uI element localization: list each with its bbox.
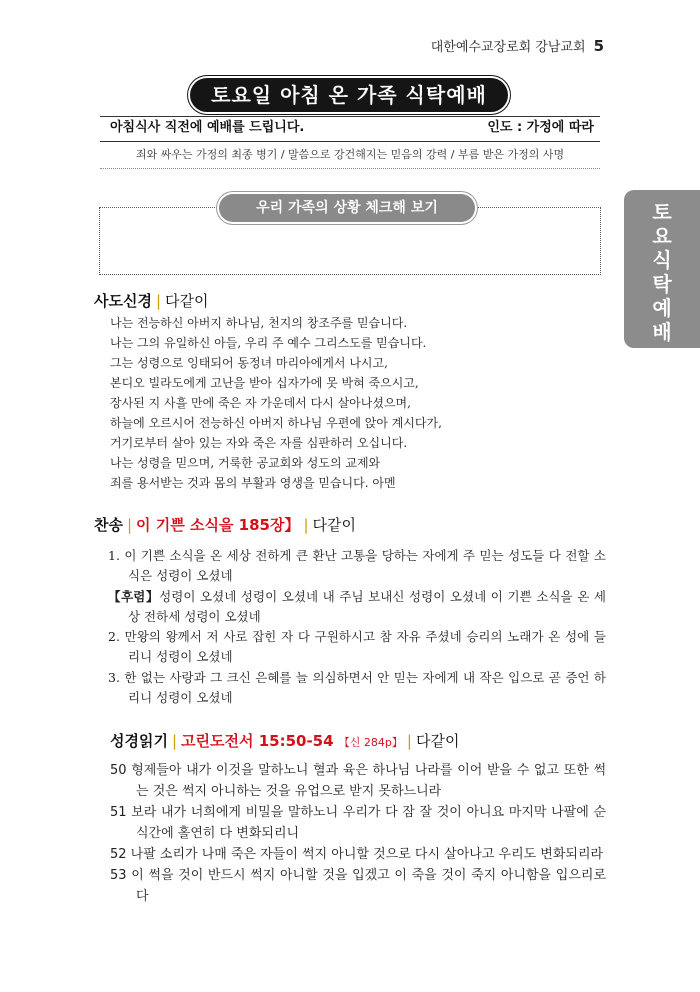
hymn-title: 찬송 (94, 516, 123, 534)
reading-ref: 고린도전서 15:50-54 (181, 732, 334, 750)
bible-verse: 51 보라 내가 너희에게 비밀을 말하노니 우리가 다 잠 잘 것이 아니요 마지막 나팔에 순식간에 홀연히 다 변화되리니 (110, 805, 606, 841)
hymn-song: 이 기쁜 소식을 185장】 (136, 516, 300, 534)
reading-page: 【신 284p】 (338, 736, 403, 749)
creed-title: 사도신경 (94, 292, 152, 310)
creed-text (110, 313, 442, 493)
creed-line: 하늘에 오르시어 전능하신 아버지 하나님 우편에 앉아 계시다가, (110, 416, 442, 430)
side-tab-char: 배 (652, 320, 672, 344)
reading-heading: 성경읽기 | 고린도전서 15:50-54 【신 284p】 | 다같이 (110, 732, 460, 750)
hymn-mode: 다같이 (312, 516, 357, 534)
refrain-label: 【후렴】 (108, 589, 160, 604)
themes-line: 죄와 싸우는 가정의 최종 병기 / 말씀으로 강건해지는 믿음의 강력 / 부름 받은 가정의 사명 (135, 148, 565, 161)
check-title: 우리 가족의 상황 체크해 보기 (219, 194, 475, 222)
side-tab-char: 탁 (652, 272, 672, 296)
side-tab (624, 190, 700, 348)
intro-left: 아침식사 직전에 예배를 드립니다. (110, 120, 305, 135)
creed-line: 나는 그의 유일하신 아들, 우리 주 예수 그리스도를 믿습니다. (110, 336, 427, 350)
creed-line: 나는 성령을 믿으며, 거룩한 공교회와 성도의 교제와 (110, 456, 381, 470)
bible-verse: 52 나팔 소리가 나매 죽은 자들이 썩지 아니할 것으로 다시 살아나고 우리도 변화되리라 (110, 847, 604, 862)
church-name: 대한예수교장로회 강남교회 (430, 40, 586, 55)
divider (100, 168, 600, 169)
reading-title: 성경읽기 (110, 732, 168, 750)
side-tab-char: 식 (652, 248, 672, 272)
hymn-refrain (108, 587, 606, 627)
creed-line: 본디오 빌라도에게 고난을 받아 십자가에 못 박혀 죽으시고, (110, 376, 419, 390)
creed-line: 장사된 지 사흘 만에 죽은 자 가운데서 다시 살아나셨으며, (110, 396, 411, 410)
reading-mode: 다같이 (415, 732, 460, 750)
bible-verse: 50 형제들아 내가 이것을 말하노니 혈과 육은 하나님 나라를 이어 받을 수 없고 또한 썩는 것은 썩지 아니하는 것을 유업으로 받지 못하느니라 (110, 763, 606, 799)
hymn-verse: 1. 이 기쁜 소식을 온 세상 전하게 큰 환난 고통을 당하는 자에게 주 믿는 성도들 다 전할 소식은 성령이 오셨네 (108, 548, 606, 583)
hymn-verse: 3. 한 없는 사랑과 그 크신 은혜를 늘 의심하면서 안 믿는 자에게 내 작은 입으로 곧 증언 하리니 성령이 오셨네 (108, 670, 606, 705)
hymn-heading: 찬송 | 이 기쁜 소식을 185장】 | 다같이 (94, 516, 357, 534)
creed-line: 죄를 용서받는 것과 몸의 부활과 영생을 믿습니다. 아멘 (110, 476, 396, 490)
reading-text (110, 760, 606, 907)
side-tab-char: 토 (652, 200, 672, 224)
bible-verse: 53 이 썩을 것이 반드시 썩지 아니할 것을 입겠고 이 죽을 것이 죽지 아니함을 입으리로다 (110, 868, 606, 904)
hymn-verse: 2. 만왕의 왕께서 저 사로 잡힌 자 다 구원하시고 참 자유 주셨네 승리의 노래가 온 성에 들리니 성령이 오셨네 (108, 629, 606, 664)
refrain-text: 성령이 오셨네 성령이 오셨네 내 주님 보내신 성령이 오셨네 이 기쁜 소식을 온 세상 전하세 성령이 오셨네 (128, 589, 606, 624)
side-tab-char: 예 (652, 296, 672, 320)
creed-line: 그는 성령으로 잉태되어 동정녀 마리아에게서 나시고, (110, 356, 388, 370)
hymn-text (108, 546, 606, 709)
page-number: 5 (593, 37, 604, 55)
page-header (431, 36, 604, 55)
creed-heading: 사도신경 | 다같이 (94, 292, 209, 310)
intro-line (100, 116, 600, 142)
side-tab-char: 요 (652, 224, 672, 248)
creed-mode: 다같이 (165, 292, 209, 310)
page-title: 토요일 아침 온 가족 식탁예배 (190, 78, 508, 112)
intro-right: 인도 : 가정에 따라 (487, 120, 594, 135)
creed-line: 나는 전능하신 아버지 하나님, 천지의 창조주를 믿습니다. (110, 316, 408, 330)
creed-line: 거기로부터 살아 있는 자와 죽은 자를 심판하러 오십니다. (110, 436, 408, 450)
